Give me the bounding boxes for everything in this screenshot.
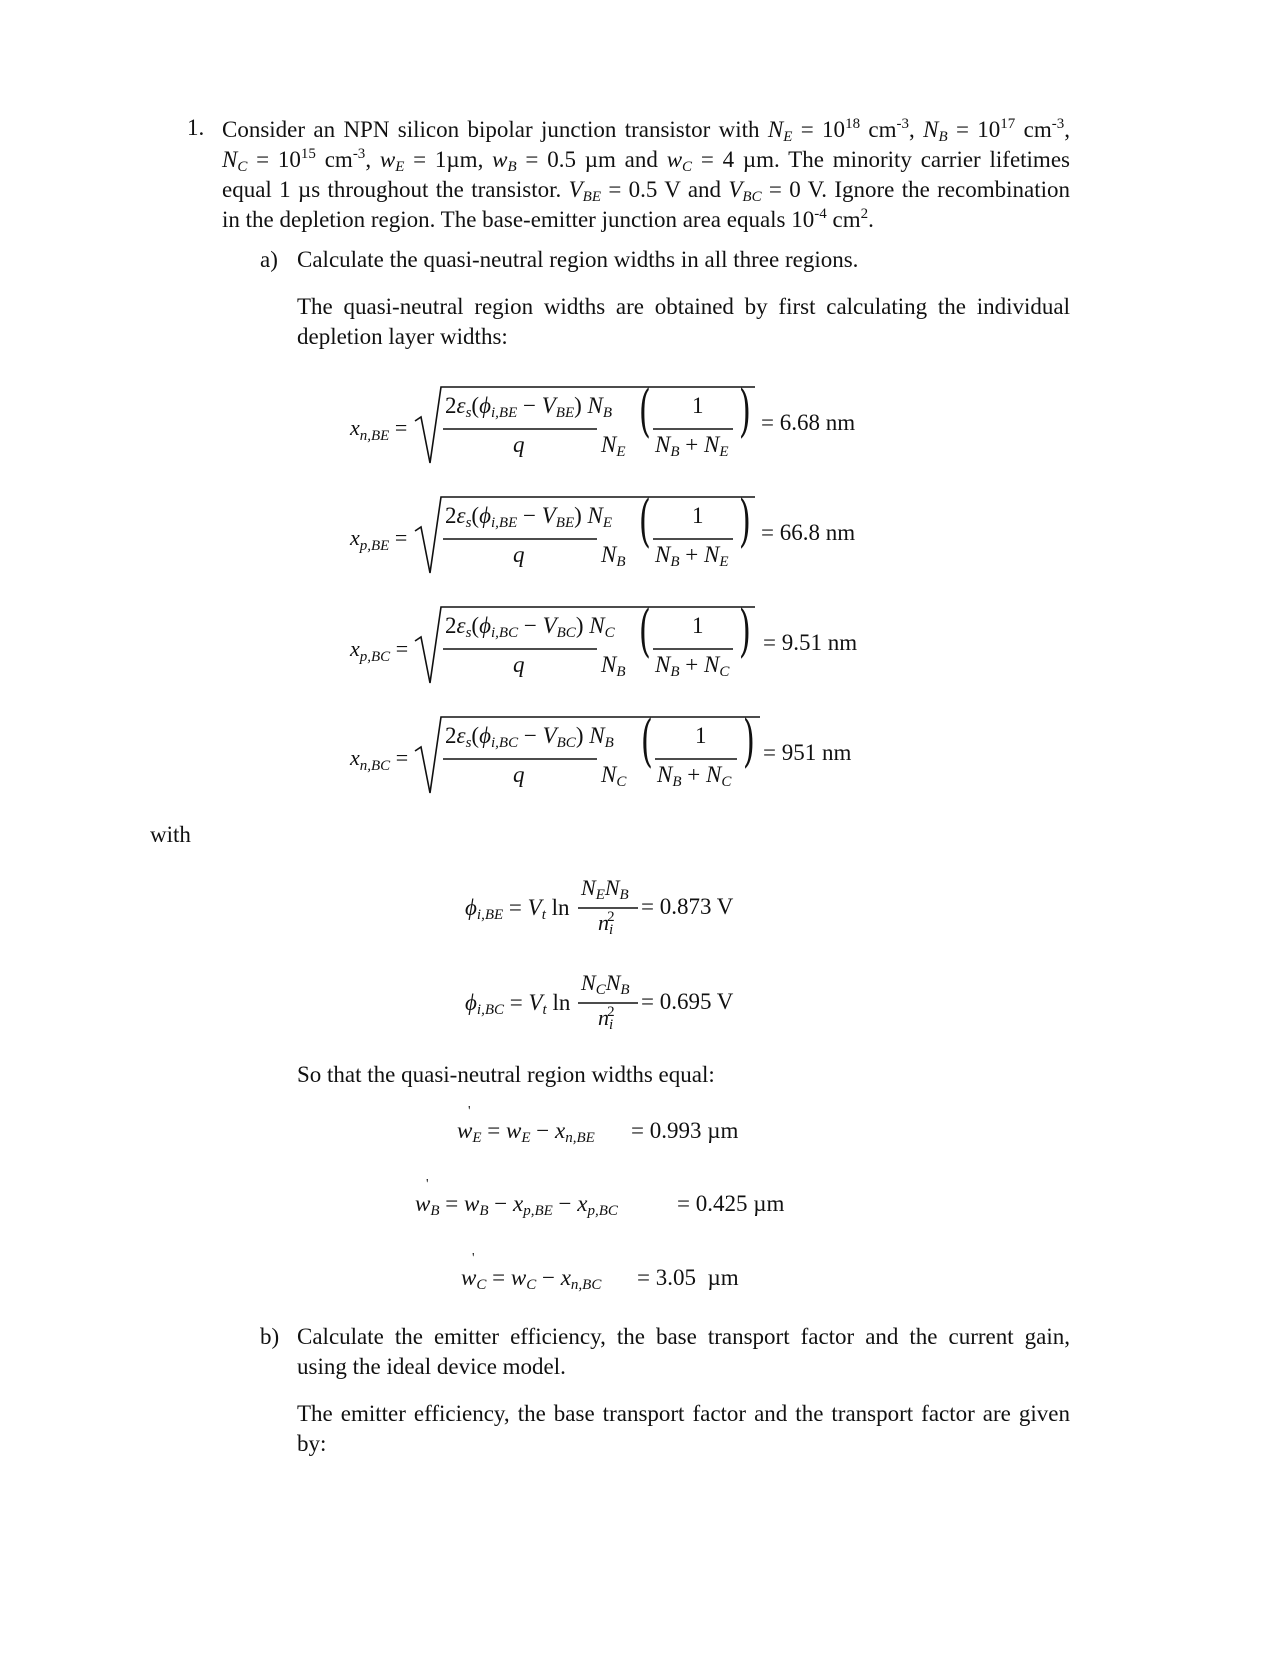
eq1-lparen: (	[638, 379, 651, 444]
eq4-lhs: $x_{n,BC}$ =	[350, 745, 409, 774]
so-that-text: So that the quasi-neutral region widths equal:	[297, 1062, 715, 1087]
eq4-one: 1	[695, 723, 707, 748]
problem-line-3: equal 1 µs throughout the transistor. $V_{BE} = 0.5$ V and $V_{BC} = 0$ V. Ignore the recombination	[222, 177, 1070, 205]
phi-be-result: = 0.873 V	[641, 894, 734, 919]
part-a-label: a)	[260, 247, 278, 272]
eq2-numerator: $2\varepsilon_s(\phi_{i,BE} - V_{BE})$ $N_E$	[445, 503, 613, 531]
eq4-q: q	[513, 762, 525, 787]
eq3-numerator: $2\varepsilon_s(\phi_{i,BC} - V_{BC})$ $N_C$	[445, 613, 615, 641]
eq2-lhs: $x_{p,BE}$ =	[350, 525, 408, 554]
eq2-denom: $N_B + N_E$	[655, 542, 729, 570]
eq2-one: 1	[692, 503, 704, 528]
part-b-answer	[297, 1399, 1070, 1459]
wc-result: = 3.05 µm	[637, 1265, 739, 1290]
eq4-denom: $N_B + N_C$	[657, 762, 732, 790]
part-b-question-line-2: using the ideal device model.	[297, 1354, 566, 1379]
eq3-denom: $N_B + N_C$	[655, 652, 730, 680]
problem-line-2: $N_C = 10^{15}$ $cm^{-3}$, $w_E = 1\mu m$, $w_B = 0.5$ µm and $w_C = 4$ µm. The minority carrier lifetimes	[222, 146, 1070, 175]
part-b-question	[297, 1322, 1070, 1382]
eq2-nb: $N_B$	[601, 542, 626, 570]
eq3-nb: $N_B$	[601, 652, 626, 680]
part-b-question-line-1: Calculate the emitter efficiency, the base transport factor and the current gain,	[297, 1324, 1070, 1349]
phi-bc-result: = 0.695 V	[641, 989, 734, 1014]
eq4-numerator: $2\varepsilon_s(\phi_{i,BC} - V_{BC})$ $N_B$	[445, 723, 614, 751]
phi-bc-num: $N_CN_B$	[581, 970, 630, 998]
problem-statement	[222, 115, 1070, 235]
eq3-lhs: $x_{p,BC}$ =	[350, 636, 409, 665]
eq4-result: = 951 nm	[763, 740, 852, 765]
eq2-lparen: (	[638, 489, 651, 554]
with-label: with	[150, 822, 191, 847]
eq3-rparen: )	[738, 599, 751, 664]
eq4-lparen: (	[640, 709, 653, 774]
phi-be-num: $N_EN_B$	[581, 875, 629, 903]
problem-line-4: in the depletion region. The base-emitter junction area equals $10^{-4}$ $cm^2$.	[222, 206, 874, 232]
wb-lhs: $w_B$ ' = $w_B - x_{p,BE} - x_{p,BC}$	[415, 1177, 618, 1219]
eq3-one: 1	[692, 613, 704, 638]
eq1-rparen: )	[738, 379, 751, 444]
part-b-answer-line-1: The emitter efficiency, the base transport factor and the transport factor are given	[297, 1401, 1070, 1426]
problem-number: 1.	[187, 115, 205, 140]
eq2-result: = 66.8 nm	[761, 520, 856, 545]
part-b-answer-line-2: by:	[297, 1431, 327, 1456]
wb-result: = 0.425 µm	[677, 1191, 785, 1216]
eq1-lhs: $x_{n,BE}$ =	[350, 415, 408, 444]
part-b-label: b)	[260, 1324, 280, 1349]
wc-lhs: $w_C$ ' = $w_C - x_{n,BC}$	[461, 1251, 602, 1293]
problem-line-1: Consider an NPN silicon bipolar junction transistor with $N_E = 10^{18}$ $cm^{-3}$, $N_B = 10^{17}$ $cm^{-3}$,	[222, 116, 1070, 145]
eq2-rparen: )	[738, 489, 751, 554]
eq1-denom: $N_B + N_E$	[655, 432, 729, 460]
answer-intro-line-2: depletion layer widths:	[297, 324, 508, 349]
answer-intro-line-1: The quasi-neutral region widths are obtained by first calculating the individual	[297, 294, 1070, 319]
eq1-one: 1	[692, 393, 704, 418]
phi-bc-lhs: $\phi_{i,BC} = V_t$ ln	[465, 990, 571, 1018]
eq3-result: = 9.51 nm	[763, 630, 858, 655]
eq3-lparen: (	[638, 599, 651, 664]
eq1-ne: $N_E$	[601, 432, 626, 460]
phi-be-lhs: $\phi_{i,BE} = V_t$ ln	[465, 895, 570, 923]
eq1-numerator: $2\varepsilon_s(\phi_{i,BE} - V_{BE})$ $N_B$	[445, 393, 613, 421]
eq1-result: = 6.68 nm	[761, 410, 856, 435]
eq4-rparen: )	[742, 709, 755, 774]
we-lhs: $w_E$ ' = $w_E - x_{n,BE}$	[457, 1104, 595, 1146]
eq3-q: q	[513, 652, 525, 677]
eq4-nc: $N_C$	[601, 762, 627, 790]
part-a-answer-intro	[297, 292, 1070, 352]
part-a-question: Calculate the quasi-neutral region widths in all three regions.	[297, 247, 859, 272]
phi-bc-den: $n_i^2$	[598, 1004, 615, 1033]
eq2-q: q	[513, 542, 525, 567]
we-result: = 0.993 µm	[631, 1118, 739, 1143]
eq1-q: q	[513, 432, 525, 457]
phi-be-den: $n_i^2$	[598, 909, 615, 938]
